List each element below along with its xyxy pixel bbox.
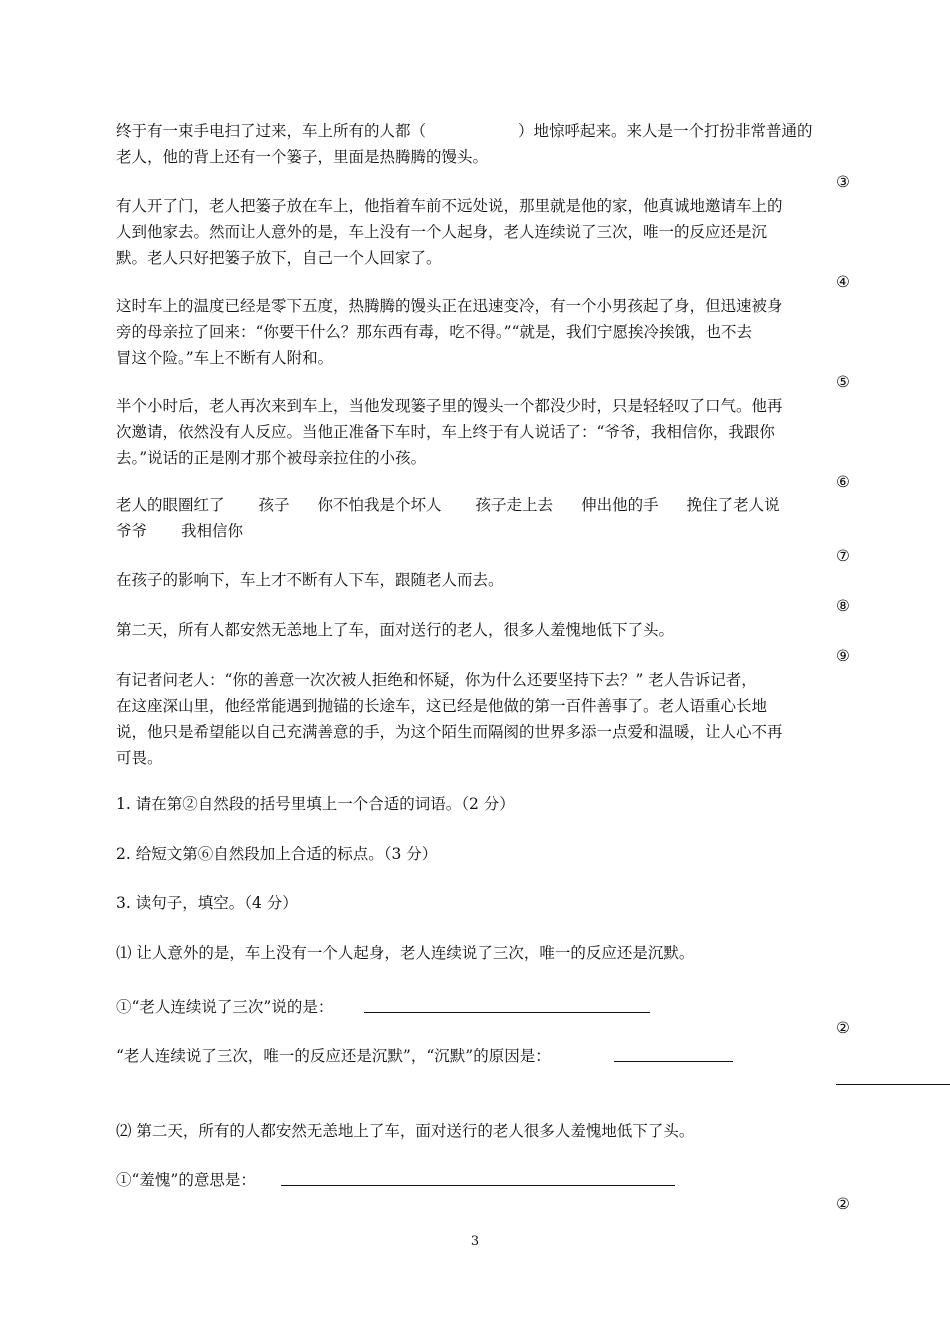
paragraph-marker-8: ⑧	[836, 597, 850, 615]
answer-line-3-1-b-continued[interactable]	[836, 1084, 950, 1085]
question-2: 2. 给短文第⑥自然段加上合适的标点。（3 分）	[116, 845, 438, 863]
paragraph-5-line-3: 去。”说话的正是刚才那个被母亲拉住的小孩。	[116, 449, 427, 467]
p6-phrase-7: 爷爷	[116, 522, 148, 540]
p6-phrase-1: 老人的眼圈红了	[116, 496, 225, 514]
paragraph-9-line-3: 说，他只是希望能以自己充满善意的手，为这个陌生而隔阂的世界多添一点爱和温暖，让人心不再	[116, 723, 783, 741]
paragraph-5-line-1: 半个小时后，老人再次来到车上，当他发现篓子里的馒头一个都没少时，只是轻轻叹了口气。他再	[116, 397, 783, 415]
paragraph-9-line-2: 在这座深山里，他经常能遇到抛锚的长途车，这已经是他做的第一百件善事了。老人语重心长地	[116, 697, 768, 715]
page-number: 3	[470, 1234, 480, 1249]
question-3-2-a-prompt: ①“羞愧”的意思是：	[116, 1171, 256, 1189]
question-1: 1. 请在第②自然段的括号里填上一个合适的词语。（2 分）	[116, 795, 515, 813]
p6-phrase-4: 孩子走上去	[475, 496, 554, 514]
p6-phrase-5: 伸出他的手	[581, 496, 659, 514]
paragraph-3-line-2: 人到他家去。然而让人意外的是，车上没有一个人起身，老人连续说了三次，唯一的反应还是沉	[116, 223, 768, 241]
paragraph-marker-6: ⑥	[836, 473, 850, 491]
answer-line-3-2-a[interactable]	[281, 1185, 675, 1186]
question-3-sentence-2: ⑵ 第二天，所有的人都安然无恙地上了车，面对送行的老人很多人羞愧地低下了头。	[116, 1122, 695, 1140]
paragraph-9-line-1: 有记者问老人：“你的善意一次次被人拒绝和怀疑，你为什么还要坚持下去？” 老人告诉记者，	[116, 671, 757, 689]
question-marker-2-a: ②	[836, 1019, 850, 1037]
question-marker-2-b: ②	[836, 1195, 850, 1213]
paragraph-marker-7: ⑦	[836, 547, 850, 565]
paragraph-marker-5: ⑤	[836, 373, 850, 391]
paragraph-8: 第二天，所有人都安然无恙地上了车，面对送行的老人，很多人羞愧地低下了头。	[116, 621, 675, 639]
paragraph-5-line-2: 次邀请，依然没有人反应。当他正准备下车时，车上终于有人说话了：“爷爷，我相信你，我跟你	[116, 423, 775, 441]
answer-line-3-1-b[interactable]	[614, 1061, 733, 1062]
paragraph-marker-4: ④	[836, 273, 850, 291]
paragraph-9-line-4: 可畏。	[116, 749, 163, 767]
paragraph-3-line-3: 默。老人只好把篓子放下，自己一个人回家了。	[116, 249, 442, 267]
question-3-1-b-prompt: “老人连续说了三次，唯一的反应还是沉默”，“沉默”的原因是：	[116, 1047, 551, 1065]
paragraph-4-line-3: 冒这个险。”车上不断有人附和。	[116, 349, 334, 367]
question-3-sentence-1: ⑴ 让人意外的是，车上没有一个人起身，老人连续说了三次，唯一的反应还是沉默。	[116, 944, 695, 962]
p2-text-b: ）地惊呼起来。来人是一个打扮非常普通的	[518, 122, 813, 140]
question-3: 3. 读句子，填空。（4 分）	[116, 894, 298, 912]
paragraph-7: 在孩子的影响下，车上才不断有人下车，跟随老人而去。	[116, 571, 504, 589]
paragraph-marker-3: ③	[836, 173, 850, 191]
p6-phrase-2: 孩子	[258, 496, 290, 514]
paragraph-4-line-2: 旁的母亲拉了回来：“你要干什么？那东西有毒，吃不得。”“就是，我们宁愿挨冷挨饿，也不去	[116, 323, 753, 341]
paragraph-6-line-2	[116, 518, 243, 544]
paragraph-6-line-1	[116, 492, 780, 518]
paragraph-4-line-1: 这时车上的温度已经是零下五度，热腾腾的馒头正在迅速变冷，有一个小男孩起了身，但迅速被身	[116, 297, 783, 315]
p2-text-a: 终于有一束手电扫了过来，车上所有的人都（	[116, 122, 427, 140]
p6-phrase-6: 挽住了老人说	[686, 496, 780, 514]
paragraph-marker-9: ⑨	[836, 647, 850, 665]
p6-phrase-8: 我相信你	[181, 522, 244, 540]
p6-phrase-3: 你不怕我是个坏人	[317, 496, 442, 514]
paragraph-2-line-2: 老人，他的背上还有一个篓子，里面是热腾腾的馒头。	[116, 148, 489, 166]
answer-line-3-1-a[interactable]	[364, 1012, 650, 1013]
paragraph-3-line-1: 有人开了门，老人把篓子放在车上，他指着车前不远处说，那里就是他的家，他真诚地邀请车上的	[116, 197, 783, 215]
question-3-1-a-prompt: ①“老人连续说了三次”说的是：	[116, 998, 334, 1016]
paragraph-2-line-1	[116, 118, 813, 144]
